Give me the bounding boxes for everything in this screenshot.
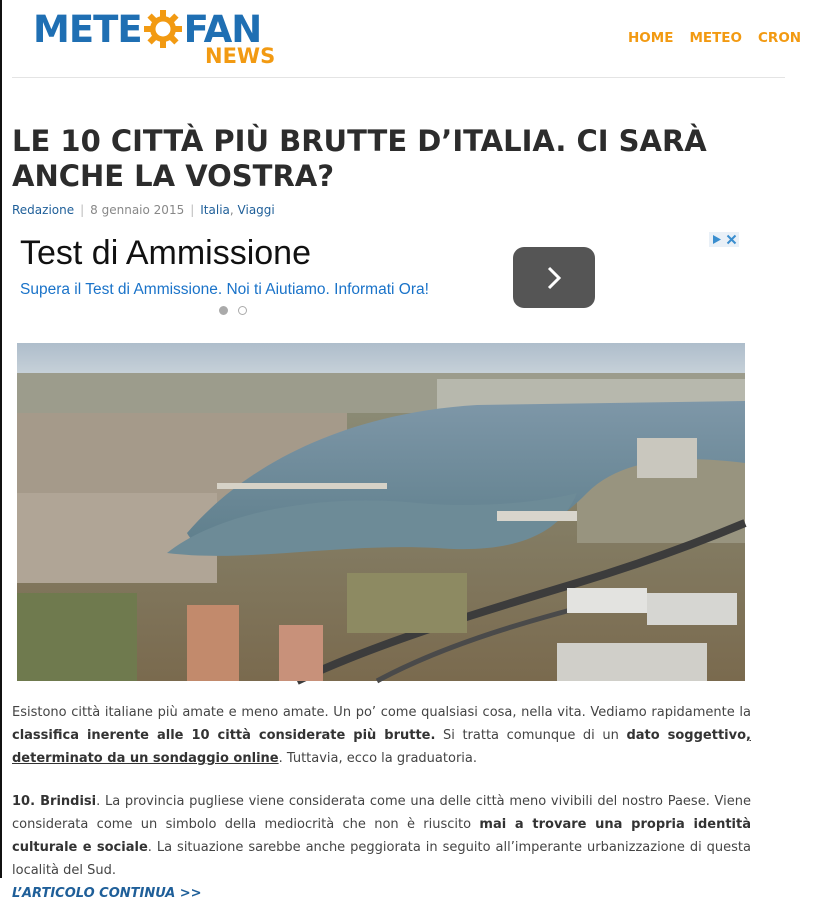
ranking-item-brindisi: 10. Brindisi xyxy=(12,794,97,809)
ad-open-button[interactable] xyxy=(513,247,595,308)
site-logo[interactable] xyxy=(33,8,283,68)
meta-separator: | xyxy=(80,203,85,217)
intro-text: . Tuttavia, ecco la graduatoria. xyxy=(278,751,477,766)
ad-choices-icon[interactable] xyxy=(709,232,739,247)
category-link-viaggi[interactable]: Viaggi xyxy=(237,203,275,217)
nav-home[interactable]: HOME xyxy=(628,30,674,46)
article-intro-paragraph xyxy=(12,701,751,770)
header-divider xyxy=(12,77,785,78)
ad-description[interactable]: Supera il Test di Ammissione. Noi ti Aiutiamo. Informati Ora! xyxy=(20,281,429,298)
ad-banner[interactable] xyxy=(12,230,742,322)
ranking-text: . La provincia pugliese viene considerata come una delle città meno vivibili del nostro Paese. Viene considerata come un simbolo della mediocrità che non è riuscito xyxy=(12,794,751,832)
nav-cronaca[interactable]: CRON xyxy=(758,30,802,46)
continue-reading-link[interactable]: L’ARTICOLO CONTINUA >> xyxy=(12,886,202,901)
survey-link[interactable]: , determinato da un sondaggio online xyxy=(12,728,751,766)
carousel-dot-active[interactable] xyxy=(219,306,228,315)
intro-bold-subjective: dato soggettivo xyxy=(626,728,747,743)
category-link-italia[interactable]: Italia xyxy=(200,203,230,217)
category-separator: , xyxy=(229,203,234,217)
intro-bold-ranking: classifica inerente alle 10 città considerate più brutte. xyxy=(12,728,436,743)
chevron-right-icon xyxy=(541,264,567,292)
sun-gear-icon xyxy=(143,9,183,49)
ad-carousel-dots xyxy=(219,306,247,315)
article-title: LE 10 CITTÀ PIÙ BRUTTE D’ITALIA. CI SARÀ ANCHE LA VOSTRA? xyxy=(12,124,707,193)
intro-text: Esistono città italiane più amate e meno amate. Un po’ come qualsiasi cosa, nella vita. Vediamo rapidamente la xyxy=(12,705,751,720)
main-nav xyxy=(628,30,817,46)
logo-text-meteo: METE xyxy=(33,7,142,51)
logo-text-fan: FAN xyxy=(183,7,262,51)
ad-title[interactable]: Test di Ammissione xyxy=(20,234,311,272)
logo-text-news: NEWS xyxy=(205,44,276,68)
article-date: 8 gennaio 2015 xyxy=(90,203,185,217)
page-left-border xyxy=(0,0,2,878)
ranking-bold-identity: mai a trovare una propria identità culturale e sociale xyxy=(12,817,751,855)
article-meta xyxy=(12,203,275,217)
carousel-dot[interactable] xyxy=(238,306,247,315)
article-ranking-paragraph xyxy=(12,790,751,905)
ranking-text: . La situazione sarebbe anche peggiorata in seguito all’imperante urbanizzazione di questa località del Sud. xyxy=(12,840,751,878)
author-link[interactable]: Redazione xyxy=(12,203,75,217)
intro-text: Si tratta comunque di un xyxy=(435,728,627,743)
site-header xyxy=(0,0,802,78)
meta-separator: | xyxy=(190,203,195,217)
nav-meteo[interactable]: METEO xyxy=(689,30,743,46)
article-photo-brindisi-aerial xyxy=(17,343,745,681)
